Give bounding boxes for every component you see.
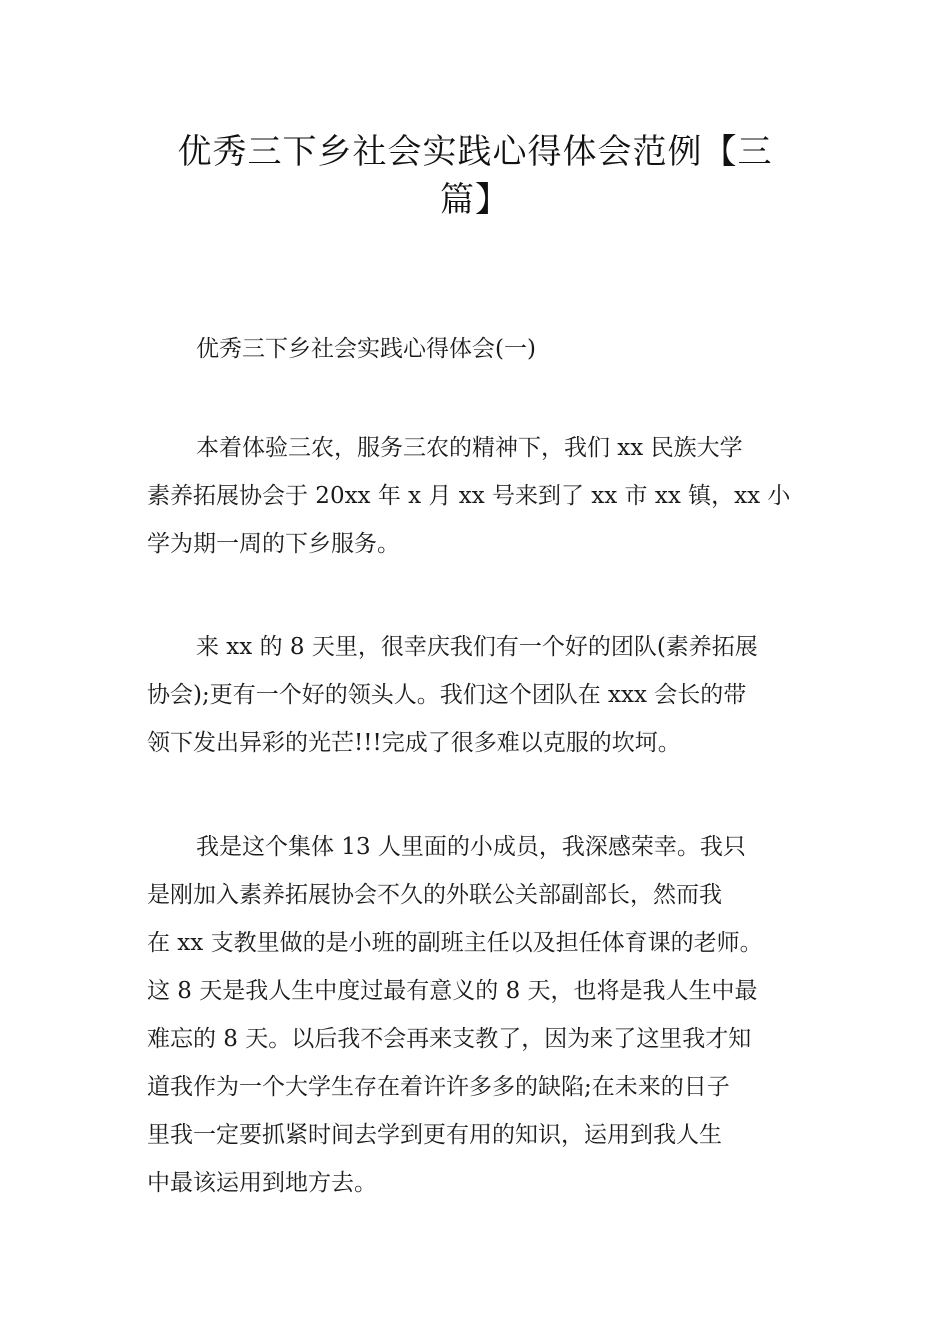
paragraph-line: 在 xx 支教里做的是小班的副班主任以及担任体育课的老师。 [147, 930, 763, 956]
paragraph [147, 424, 827, 568]
paragraph-line: 来 xx 的 8 天里，很幸庆我们有一个好的团队(素养拓展 [196, 634, 758, 660]
section-heading: 优秀三下乡社会实践心得体会(一) [196, 336, 536, 362]
paragraph [147, 823, 827, 1207]
paragraph-line: 是刚加入素养拓展协会不久的外联公关部副部长，然而我 [147, 882, 722, 908]
paragraph-line: 道我作为一个大学生存在着许许多多的缺陷;在未来的日子 [147, 1074, 730, 1100]
paragraph-line: 协会);更有一个好的领头人。我们这个团队在 xxx 会长的带 [147, 682, 747, 708]
paragraph [147, 623, 827, 767]
document-title [100, 128, 850, 224]
paragraph-line: 领下发出异彩的光芒!!!完成了很多难以克服的坎坷。 [147, 730, 681, 756]
title-line: 优秀三下乡社会实践心得体会范例【三 [177, 132, 773, 172]
paragraph-line: 里我一定要抓紧时间去学到更有用的知识，运用到我人生 [147, 1122, 722, 1148]
paragraph-line: 这 8 天是我人生中度过最有意义的 8 天，也将是我人生中最 [147, 978, 758, 1004]
paragraph-line: 中最该运用到地方去。 [147, 1170, 377, 1196]
paragraph-line: 我是这个集体 13 人里面的小成员，我深感荣幸。我只 [196, 834, 746, 860]
paragraph-line: 难忘的 8 天。以后我不会再来支教了，因为来了这里我才知 [147, 1026, 752, 1052]
paragraph-line: 素养拓展协会于 20xx 年 x 月 xx 号来到了 xx 市 xx 镇，xx 小 [147, 483, 791, 509]
paragraph-line: 本着体验三农，服务三农的精神下，我们 xx 民族大学 [196, 435, 743, 461]
paragraph-line: 学为期一周的下乡服务。 [147, 531, 400, 557]
title-line: 篇】 [440, 180, 510, 220]
